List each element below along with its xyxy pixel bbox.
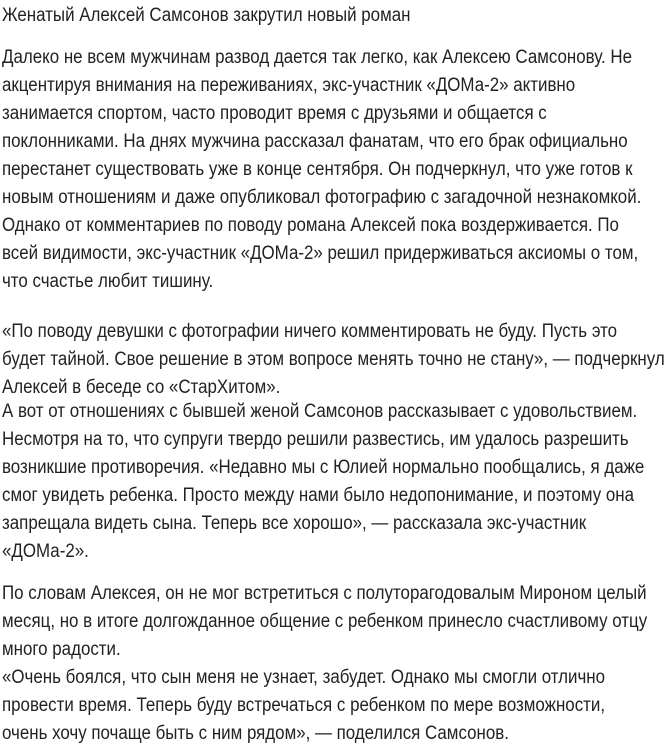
paragraph-line: Несмотря на то, что супруги твердо решили развестись, им удалось разрешить <box>2 429 629 450</box>
article-paragraph-1 <box>2 44 641 296</box>
paragraph-line: «ДОМа-2». <box>2 541 89 562</box>
paragraph-line: что счастье любит тишину. <box>2 271 214 292</box>
article-paragraph-2-quote <box>2 318 665 402</box>
article-paragraph-4 <box>2 580 647 664</box>
paragraph-line: новым отношениям и даже опубликовал фотографию с загадочной незнакомкой. <box>2 187 642 208</box>
paragraph-line: много радости. <box>2 639 121 660</box>
paragraph-line: запрещала видеть сына. Теперь все хорошо», — рассказала экс-участник <box>2 513 587 534</box>
paragraph-line: всей видимости, экс-участник «ДОМа-2» решил придерживаться аксиомы о том, <box>2 243 639 264</box>
paragraph-line: перестанет существовать уже в конце сентября. Он подчеркнул, что уже готов к <box>2 159 633 180</box>
paragraph-line: А вот от отношениях с бывшей женой Самсонов рассказывает с удовольствием. <box>2 401 638 422</box>
paragraph-line: Далеко не всем мужчинам развод дается так легко, как Алексею Самсонову. Не <box>2 47 633 68</box>
paragraph-line: «По поводу девушки с фотографии ничего комментировать не буду. Пусть это <box>2 321 618 342</box>
article-paragraph-3 <box>2 398 644 566</box>
paragraph-line: возникшие противоречия. «Недавно мы с Юлией нормально пообщались, я даже <box>2 457 645 478</box>
paragraph-line: будет тайной. Свое решение в этом вопросе менять точно не стану», — подчеркнул <box>2 349 665 370</box>
paragraph-line: смог увидеть ребенка. Просто между нами было недопонимание, и поэтому она <box>2 485 635 506</box>
paragraph-line: «Очень боялся, что сын меня не узнает, забудет. Однако мы смогли отлично <box>2 667 606 688</box>
paragraph-line: Однако от комментариев по поводу романа Алексей пока воздерживается. По <box>2 215 619 236</box>
paragraph-line: Алексей в беседе со «СтарХитом». <box>2 377 281 398</box>
paragraph-line: месяц, но в итоге долгожданное общение с ребенком принесло счастливому отцу <box>2 611 648 632</box>
paragraph-line: провести время. Теперь буду встречаться с ребенком по мере возможности, <box>2 695 606 716</box>
article-paragraph-5-quote <box>2 664 605 748</box>
paragraph-line: занимается спортом, часто проводит время с друзьями и общается с <box>2 103 547 124</box>
paragraph-line: очень хочу почаще быть с ним рядом», — поделился Самсонов. <box>2 723 509 744</box>
article-title: Женатый Алексей Самсонов закрутил новый роман <box>2 5 411 26</box>
paragraph-line: поклонниками. На днях мужчина рассказал фанатам, что его брак официально <box>2 131 628 152</box>
paragraph-line: По словам Алексея, он не мог встретиться с полуторагодовалым Мироном целый <box>2 583 647 604</box>
paragraph-line: акцентируя внимания на переживаниях, экс-участник «ДОМа-2» активно <box>2 75 576 96</box>
